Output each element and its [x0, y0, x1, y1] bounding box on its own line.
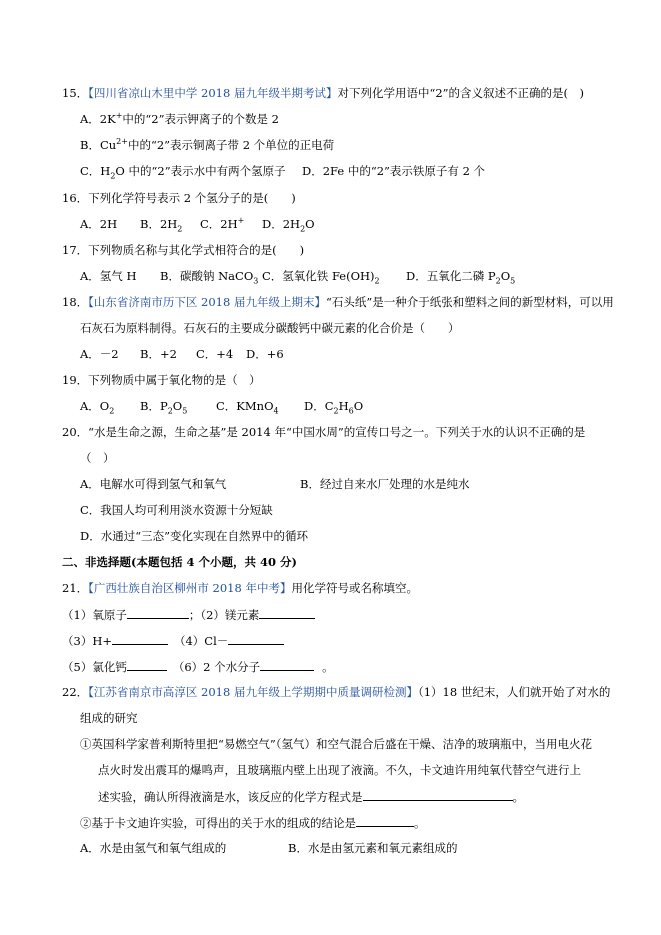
- q22-number: 22．: [62, 685, 89, 699]
- q16-option-b: B．$2H_2$: [140, 217, 183, 234]
- q19-option-b: B．$P_2O_5$: [140, 399, 188, 416]
- q20-stem: 20．“水是生命之源，生命之基”是 2014 年“中国水周”的宣传口号之一。下列关于水的认识不正确的是: [62, 425, 586, 439]
- q17-stem: 17．下列物质名称与其化学式相符合的是( ): [62, 243, 305, 257]
- q19-option-c: C．KMnO$_4$: [216, 399, 279, 416]
- q18-option-a: A．－2: [80, 347, 119, 361]
- q16-stem: 16．下列化学符号表示 2 个氢分子的是( ): [62, 191, 296, 205]
- q20-paren: （ ）: [80, 451, 115, 465]
- q15-option-a: A．2K+中的“2”表示钾离子的个数是 2: [80, 111, 279, 126]
- q18-option-b: B．+2: [140, 347, 177, 361]
- q20-option-d: D．水通过“三态”变化实现在自然界中的循环: [80, 529, 308, 543]
- q21-blank-2[interactable]: [259, 606, 315, 619]
- q20-option-c: C．我国人均可利用淡水资源十分短缺: [80, 503, 273, 517]
- q22-sub1-line3: 述实验，确认所得液滴是水，该反应的化学方程式是 。: [98, 790, 524, 804]
- q21-stem-line: [62, 580, 418, 596]
- q17-option-c: C．氢氧化铁 $Fe(OH)_2$: [262, 269, 380, 286]
- q21-blank-6[interactable]: [260, 658, 314, 671]
- q15-option-b: B．$Cu^{2+}$中的“2”表示铜离子带 2 个单位的正电荷: [80, 137, 335, 152]
- q22-sub1-line2: 点火时发出震耳的爆鸣声，且玻璃瓶内壁上出现了液滴。不久，卡文迪许用纯氧代替空气进行上: [98, 763, 581, 777]
- q21-blank-4[interactable]: [228, 632, 284, 645]
- q19-stem: 19．下列物质中属于氧化物的是（ ）: [62, 373, 261, 387]
- q15-number: 15．: [62, 86, 89, 100]
- q16-option-c: C．2H+: [200, 216, 245, 231]
- q20-option-a: A．电解水可得到氢气和氧气: [80, 477, 227, 491]
- q20-option-b: B．经过自来水厂处理的水是纯水: [300, 477, 470, 491]
- q16-option-a: A．2H: [80, 217, 118, 231]
- q21-number: 21．: [62, 581, 89, 595]
- q15-stem: 对下列化学用语中“2”的含义叙述不正确的是( ): [337, 86, 585, 100]
- q21-stem: 用化学符号或名称填空。: [291, 581, 418, 595]
- q22-source: 【江苏省南京市高淳区 2018 届九年级上学期期中质量调研检测】: [88, 685, 418, 699]
- q22-conclusion-blank[interactable]: [356, 814, 414, 827]
- q22-sub2: ②基于卡文迪许实验，可得出的关于水的组成的结论是 。: [80, 816, 426, 830]
- q17-option-a: A．氢气 H: [80, 269, 137, 283]
- q18-stem-line1: 18．【山东省济南市历下区 2018 届九年级上期末】“石头纸”是一种介于纸张和塑料之间的新型材料，可以用: [62, 295, 614, 309]
- q21-source: 【广西壮族自治区柳州市 2018 年中考】: [88, 581, 292, 595]
- q21-blank-1[interactable]: [127, 606, 189, 619]
- q17-option-d: D．五氧化二磷 $P_2O_5$: [406, 269, 516, 286]
- q18-option-c: C．+4: [196, 347, 234, 361]
- q15-option-d: D．2Fe 中的“2”表示铁原子有 2 个: [302, 164, 486, 178]
- q18-option-d: D．+6: [246, 347, 284, 361]
- q22-stem-line1: 22．【江苏省南京市高淳区 2018 届九年级上学期期中质量调研检测】（1）18 世纪末，人们就开始了对水的: [62, 685, 611, 699]
- q22-equation-blank[interactable]: [363, 788, 513, 801]
- q15-option-c: C．$H_2O$ 中的“2”表示水中有两个氢原子: [80, 164, 286, 181]
- q18-source: 【山东省济南市历下区 2018 届九年级上期末】: [88, 295, 326, 309]
- q22-option-b: B．水是由氢元素和氧元素组成的: [288, 841, 458, 855]
- q21-blank-5[interactable]: [127, 658, 167, 671]
- q21-blank-3[interactable]: [112, 632, 168, 645]
- q16-option-d: D．$2H_2O$: [262, 217, 315, 234]
- q22-option-a: A．水是由氢气和氧气组成的: [80, 841, 227, 855]
- q22-sub1-line1: ①英国科学家普利斯特里把“易燃空气”（氢气）和空气混合后盛在干燥、洁净的玻璃瓶中，当用电火花: [80, 737, 593, 751]
- q19-option-d: D．$C_2H_6O$: [304, 399, 364, 416]
- section-2-title: 二、非选择题(本题包括 4 个小题，共 40 分): [62, 555, 297, 569]
- q21-row3: （5）氯化钙 （6）2 个水分子 。: [62, 660, 334, 674]
- q15-source: 【四川省凉山木里中学 2018 届九年级半期考试】: [88, 86, 338, 100]
- q19-option-a: A．$O_2$: [80, 399, 115, 416]
- q21-row2: （3）H+ （4）Cl－: [62, 632, 284, 649]
- q22-stem-line2: 组成的研究: [80, 711, 138, 725]
- q18-number: 18．: [62, 295, 89, 309]
- q21-row1: （1）氧原子 ；（2）镁元素: [62, 606, 315, 623]
- q18-stem-line2: 石灰石为原料制得。石灰石的主要成分碳酸钙中碳元素的化合价是（ ）: [80, 321, 460, 335]
- q15-stem-line: [62, 85, 584, 101]
- q17-option-b: B．碳酸钠 NaCO$_3$: [160, 269, 259, 286]
